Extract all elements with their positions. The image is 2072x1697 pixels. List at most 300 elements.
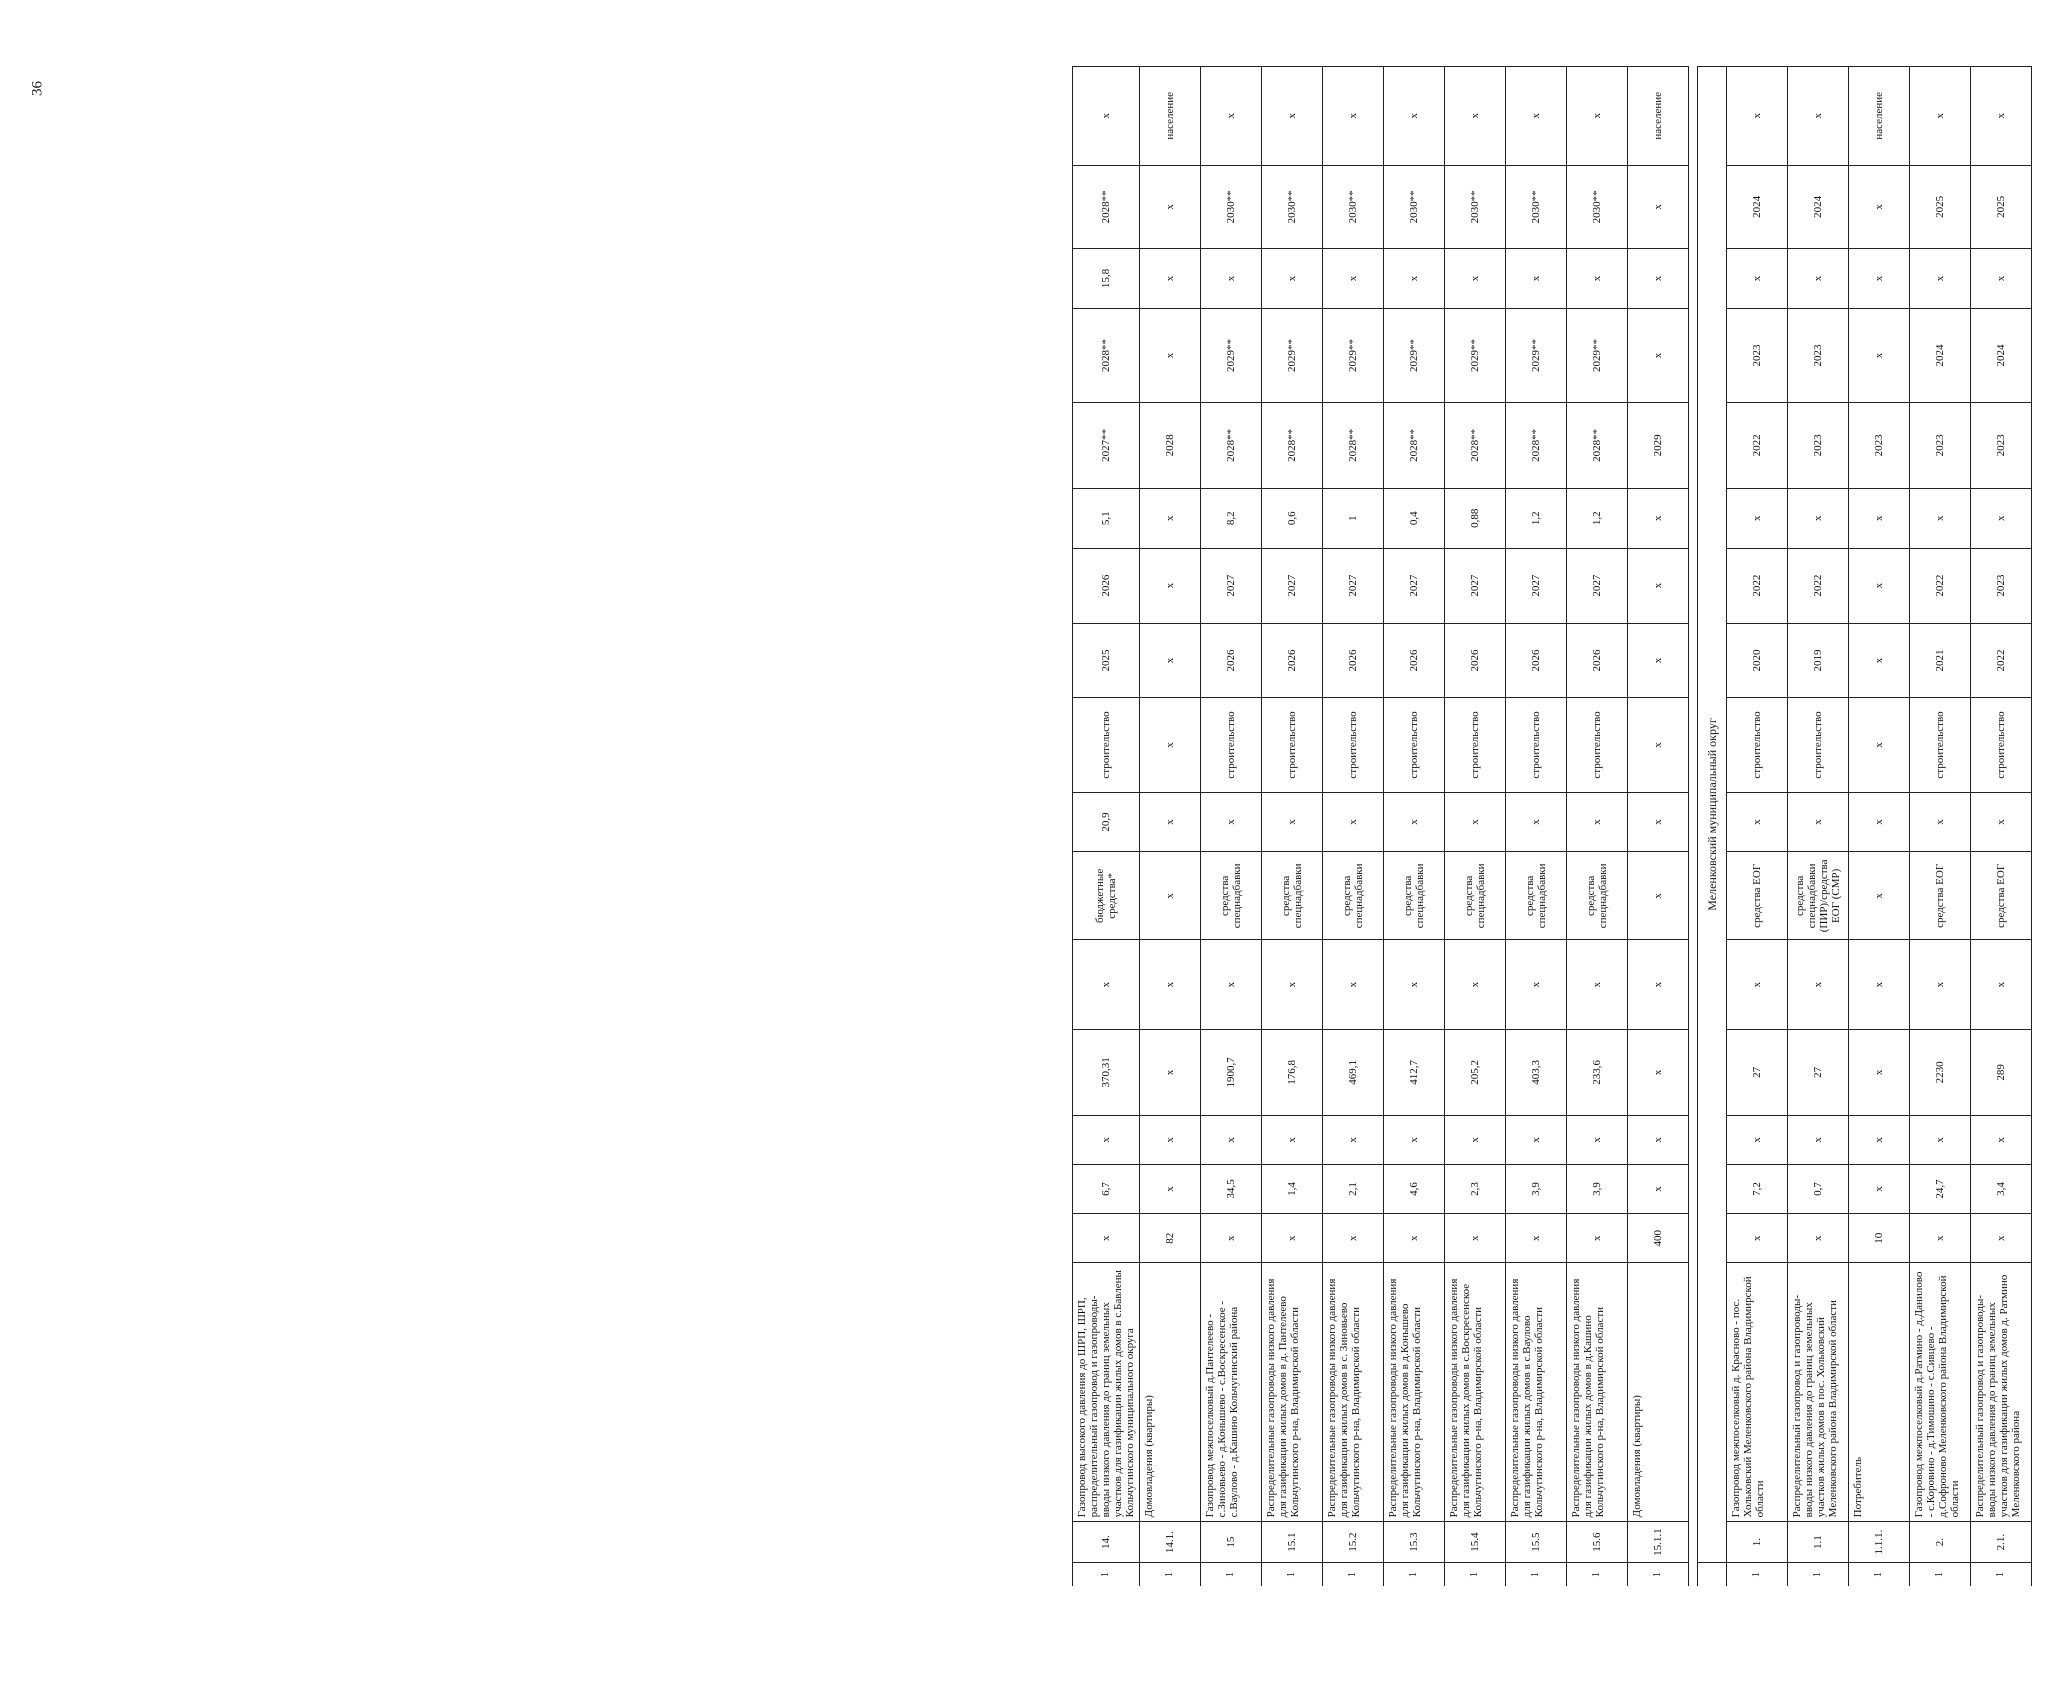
cell-c18: 2030** [1445, 165, 1506, 248]
cell-c17: х [1323, 249, 1384, 309]
cell-c16: 2029** [1506, 308, 1567, 402]
cell-c12: х [1849, 623, 1910, 698]
cell-c12: 2026 [1262, 623, 1323, 698]
cell-c10: х [1506, 792, 1567, 852]
cell-c11: строительство [1971, 698, 2032, 792]
cell-c9: средства спецнадбавки [1201, 852, 1262, 940]
cell-c14: х [1628, 488, 1689, 548]
cell-c8: х [1567, 940, 1628, 1030]
row-marker: 1 [1506, 1562, 1567, 1586]
cell-c5: 3,4 [1971, 1164, 2032, 1213]
cell-c4: х [1567, 1214, 1628, 1263]
cell-c11: х [1849, 698, 1910, 792]
cell-c16: 2023 [1788, 308, 1849, 402]
row-marker: 1 [1323, 1562, 1384, 1586]
cell-desc: Распределительные газопроводы низкого давления для газификации жилых домов в с.Воскресенское Кольчугинского р-на, Владимирской области [1445, 1263, 1506, 1522]
cell-c7: 469,1 [1323, 1030, 1384, 1116]
cell-c19: х [1727, 67, 1788, 166]
cell-c6: х [1506, 1115, 1567, 1164]
cell-c10: х [1140, 792, 1201, 852]
cell-c4: х [1262, 1214, 1323, 1263]
cell-c10: х [1910, 792, 1971, 852]
table-row [1567, 67, 1628, 1587]
table-row [1727, 67, 1788, 1587]
row-marker: 1 [1910, 1562, 1971, 1586]
cell-c14: 5,1 [1073, 488, 1140, 548]
cell-desc: Распределительные газопроводы низкого давления для газификации жилых домов в д.Конышево Кольчугинского р-на, Владимирской области [1384, 1263, 1445, 1522]
cell-c18: х [1628, 165, 1689, 248]
cell-c16: х [1140, 308, 1201, 402]
rotated-table-wrapper [1072, 66, 2072, 1586]
cell-c5: 24,7 [1910, 1164, 1971, 1213]
cell-c16: 2023 [1727, 308, 1788, 402]
cell-c11: строительство [1788, 698, 1849, 792]
cell-c19: х [1506, 67, 1567, 166]
cell-c13: 2027 [1201, 548, 1262, 623]
cell-c4: 82 [1140, 1214, 1201, 1263]
cell-c18: 2030** [1506, 165, 1567, 248]
cell-num: 15.2 [1323, 1522, 1384, 1563]
cell-c8: х [1384, 940, 1445, 1030]
cell-c16: х [1849, 308, 1910, 402]
cell-c8: х [1788, 940, 1849, 1030]
table-row [1628, 67, 1689, 1587]
cell-c12: 2026 [1201, 623, 1262, 698]
cell-c13: 2027 [1384, 548, 1445, 623]
cell-num: 1. [1727, 1522, 1788, 1563]
cell-c8: х [1506, 940, 1567, 1030]
cell-c10: х [1849, 792, 1910, 852]
cell-c4: 400 [1628, 1214, 1689, 1263]
cell-c17: х [1445, 249, 1506, 309]
cell-c13: 2027 [1445, 548, 1506, 623]
cell-c10: х [1201, 792, 1262, 852]
cell-c9: средства спецнадбавки [1323, 852, 1384, 940]
cell-c12: 2026 [1506, 623, 1567, 698]
cell-c11: строительство [1910, 698, 1971, 792]
cell-c14: х [1910, 488, 1971, 548]
cell-c15: 2023 [1849, 403, 1910, 489]
row-marker: 1 [1727, 1562, 1788, 1586]
cell-c13: 2023 [1971, 548, 2032, 623]
cell-c11: строительство [1262, 698, 1323, 792]
cell-c9: х [1140, 852, 1201, 940]
cell-c17: х [1910, 249, 1971, 309]
cell-c16: 2029** [1567, 308, 1628, 402]
cell-c7: х [1140, 1030, 1201, 1116]
gasification-table [1072, 66, 2032, 1586]
cell-num: 14. [1073, 1522, 1140, 1563]
cell-c13: 2026 [1073, 548, 1140, 623]
cell-c14: 0,4 [1384, 488, 1445, 548]
cell-c18: 2025 [1910, 165, 1971, 248]
cell-c19: х [1201, 67, 1262, 166]
cell-c19: х [1323, 67, 1384, 166]
row-marker: 1 [1445, 1562, 1506, 1586]
cell-c7: 176,8 [1262, 1030, 1323, 1116]
cell-c17: х [1201, 249, 1262, 309]
cell-c6: х [1567, 1115, 1628, 1164]
cell-c12: х [1628, 623, 1689, 698]
cell-c8: х [1073, 940, 1140, 1030]
cell-c14: 8,2 [1201, 488, 1262, 548]
cell-desc: Домовладения (квартиры) [1628, 1263, 1689, 1522]
cell-c14: х [1788, 488, 1849, 548]
cell-c17: 15,8 [1073, 249, 1140, 309]
cell-c10: х [1788, 792, 1849, 852]
cell-c15: 2028** [1384, 403, 1445, 489]
cell-c8: х [1727, 940, 1788, 1030]
row-marker: 1 [1201, 1562, 1262, 1586]
cell-c9: средства спецнадбавки [1506, 852, 1567, 940]
table-row [1445, 67, 1506, 1587]
cell-c13: 2027 [1262, 548, 1323, 623]
cell-c6: х [1971, 1115, 2032, 1164]
cell-c11: строительство [1445, 698, 1506, 792]
cell-c18: 2030** [1262, 165, 1323, 248]
row-marker: 1 [1073, 1562, 1140, 1586]
cell-num: 15.6 [1567, 1522, 1628, 1563]
cell-desc: Распределительные газопроводы низкого давления для газификации жилых домов в д. Пантелеево Кольчугинского р-на, Владимирской области [1262, 1263, 1323, 1522]
cell-c5: 34,5 [1201, 1164, 1262, 1213]
separator-cell [1689, 67, 1698, 1563]
cell-c19: х [1445, 67, 1506, 166]
cell-c11: строительство [1506, 698, 1567, 792]
cell-desc: Распределительный газопровод и газопроводы-вводы низкого давления до границ земельных участков жилых домов в пос. Хольковский Меленковского района Владимирской области [1788, 1263, 1849, 1522]
separator-cell [1689, 1562, 1698, 1586]
cell-c14: 0,6 [1262, 488, 1323, 548]
cell-c18: 2030** [1384, 165, 1445, 248]
cell-c4: 10 [1849, 1214, 1910, 1263]
cell-c8: х [1971, 940, 2032, 1030]
cell-c15: 2028** [1201, 403, 1262, 489]
cell-desc: Газопровод межпоселковый д. Красново - пос. Хольковский Меленковского района Владимирской области [1727, 1263, 1788, 1522]
cell-c5: 2,3 [1445, 1164, 1506, 1213]
cell-c17: х [1849, 249, 1910, 309]
cell-c14: 1,2 [1506, 488, 1567, 548]
table-row [1971, 67, 2032, 1587]
cell-c4: х [1073, 1214, 1140, 1263]
cell-c7: 27 [1727, 1030, 1788, 1116]
cell-c19: х [1788, 67, 1849, 166]
cell-c14: 1 [1323, 488, 1384, 548]
cell-c19: х [1910, 67, 1971, 166]
table-row [1788, 67, 1849, 1587]
cell-num: 2. [1910, 1522, 1971, 1563]
outer-cell [1698, 1562, 1727, 1586]
cell-c7: 1900,7 [1201, 1030, 1262, 1116]
cell-c10: х [1384, 792, 1445, 852]
cell-c16: 2029** [1445, 308, 1506, 402]
cell-c5: 1,4 [1262, 1164, 1323, 1213]
cell-c16: 2029** [1323, 308, 1384, 402]
cell-c11: строительство [1727, 698, 1788, 792]
cell-c9: средства спецнадбавки [1567, 852, 1628, 940]
cell-c6: х [1727, 1115, 1788, 1164]
cell-c5: х [1628, 1164, 1689, 1213]
cell-c7: 289 [1971, 1030, 2032, 1116]
cell-c13: 2022 [1788, 548, 1849, 623]
cell-c18: 2030** [1567, 165, 1628, 248]
table-row [1323, 67, 1384, 1587]
cell-c6: х [1262, 1115, 1323, 1164]
cell-c15: 2028** [1323, 403, 1384, 489]
cell-c7: 233,6 [1567, 1030, 1628, 1116]
cell-c11: строительство [1323, 698, 1384, 792]
cell-num: 1.1 [1788, 1522, 1849, 1563]
cell-c18: 2028** [1073, 165, 1140, 248]
cell-c17: х [1788, 249, 1849, 309]
cell-c7: 2230 [1910, 1030, 1971, 1116]
cell-c18: 2024 [1788, 165, 1849, 248]
cell-c4: х [1445, 1214, 1506, 1263]
section-title: Меленковский муниципальный округ [1698, 67, 1727, 1563]
row-marker: 1 [1971, 1562, 2032, 1586]
table-row [1262, 67, 1323, 1587]
cell-c19: х [1384, 67, 1445, 166]
table-row [1073, 67, 1140, 1587]
cell-c18: х [1849, 165, 1910, 248]
cell-c15: 2028** [1506, 403, 1567, 489]
cell-c11: х [1140, 698, 1201, 792]
cell-c15: 2022 [1727, 403, 1788, 489]
cell-c5: 2,1 [1323, 1164, 1384, 1213]
row-marker: 1 [1140, 1562, 1201, 1586]
cell-c11: строительство [1073, 698, 1140, 792]
cell-c9: средства спецнадбавки (ПИР)/средства ЕОГ (СМР) [1788, 852, 1849, 940]
cell-c4: х [1201, 1214, 1262, 1263]
cell-c12: 2025 [1073, 623, 1140, 698]
cell-c11: строительство [1384, 698, 1445, 792]
cell-c13: 2027 [1323, 548, 1384, 623]
cell-num: 15.1.1 [1628, 1522, 1689, 1563]
cell-c12: 2020 [1727, 623, 1788, 698]
cell-c13: 2027 [1506, 548, 1567, 623]
cell-c4: х [1384, 1214, 1445, 1263]
cell-c8: х [1262, 940, 1323, 1030]
cell-num: 15 [1201, 1522, 1262, 1563]
cell-c10: х [1567, 792, 1628, 852]
cell-c5: х [1140, 1164, 1201, 1213]
cell-num: 15.1 [1262, 1522, 1323, 1563]
cell-c12: 2026 [1384, 623, 1445, 698]
cell-c16: 2029** [1384, 308, 1445, 402]
cell-c15: 2023 [1788, 403, 1849, 489]
cell-c15: 2028** [1445, 403, 1506, 489]
table-body-top [1073, 67, 1689, 1587]
cell-c10: х [1323, 792, 1384, 852]
cell-c11: х [1628, 698, 1689, 792]
page-number: 36 [29, 81, 46, 96]
cell-c9: средства ЕОГ [1971, 852, 2032, 940]
cell-num: 2.1. [1971, 1522, 2032, 1563]
cell-c9: х [1628, 852, 1689, 940]
cell-c10: х [1727, 792, 1788, 852]
cell-c11: строительство [1567, 698, 1628, 792]
cell-c13: 2022 [1910, 548, 1971, 623]
cell-num: 15.5 [1506, 1522, 1567, 1563]
row-marker: 1 [1849, 1562, 1910, 1586]
cell-c5: 3,9 [1567, 1164, 1628, 1213]
cell-c9: бюджетные средства* [1073, 852, 1140, 940]
cell-c6: х [1445, 1115, 1506, 1164]
cell-num: 15.3 [1384, 1522, 1445, 1563]
cell-c9: х [1849, 852, 1910, 940]
cell-c19: х [1971, 67, 2032, 166]
cell-c15: 2023 [1971, 403, 2032, 489]
cell-c12: х [1140, 623, 1201, 698]
table-row [1849, 67, 1910, 1587]
cell-c8: х [1323, 940, 1384, 1030]
cell-c13: х [1140, 548, 1201, 623]
cell-c13: 2027 [1567, 548, 1628, 623]
cell-c6: х [1073, 1115, 1140, 1164]
cell-c15: 2028 [1140, 403, 1201, 489]
cell-c14: х [1849, 488, 1910, 548]
cell-c6: х [1849, 1115, 1910, 1164]
cell-num: 14.1. [1140, 1522, 1201, 1563]
cell-num: 1.1.1. [1849, 1522, 1910, 1563]
cell-desc: Газопровод межпоселковый д.Пантелеево - с.Зиновьево - д.Конышево - с.Воскресенское - с.Вауловo - д.Кашино Кольчугинский района [1201, 1263, 1262, 1522]
cell-c8: х [1910, 940, 1971, 1030]
row-marker: 1 [1788, 1562, 1849, 1586]
cell-c14: х [1727, 488, 1788, 548]
cell-c15: 2023 [1910, 403, 1971, 489]
row-marker: 1 [1628, 1562, 1689, 1586]
row-marker: 1 [1262, 1562, 1323, 1586]
cell-c8: х [1628, 940, 1689, 1030]
cell-c15: 2029 [1628, 403, 1689, 489]
cell-c19: х [1262, 67, 1323, 166]
cell-c18: 2030** [1201, 165, 1262, 248]
cell-c6: х [1788, 1115, 1849, 1164]
cell-c5: 6,7 [1073, 1164, 1140, 1213]
cell-c9: средства спецнадбавки [1384, 852, 1445, 940]
cell-c7: х [1849, 1030, 1910, 1116]
cell-c17: х [1384, 249, 1445, 309]
cell-c16: 2029** [1201, 308, 1262, 402]
cell-c10: х [1971, 792, 2032, 852]
cell-c13: 2022 [1727, 548, 1788, 623]
row-marker: 1 [1567, 1562, 1628, 1586]
cell-c4: х [1788, 1214, 1849, 1263]
cell-c8: х [1140, 940, 1201, 1030]
cell-c19: х [1073, 67, 1140, 166]
cell-c13: х [1628, 548, 1689, 623]
cell-c12: 2026 [1567, 623, 1628, 698]
cell-c14: 0,88 [1445, 488, 1506, 548]
section-header [1689, 67, 1727, 1587]
cell-c17: х [1262, 249, 1323, 309]
cell-c16: 2029** [1262, 308, 1323, 402]
cell-c5: 3,9 [1506, 1164, 1567, 1213]
cell-desc: Распределительный газопровод и газопроводы-вводы низкого давления до границ земельных участков для газификации жилых домов д. Ратмино Меленковского района [1971, 1263, 2032, 1522]
cell-desc: Распределительные газопроводы низкого давления для газификации жилых домов в с.Вауловo Кольчугинского р-на, Владимирской области [1506, 1263, 1567, 1522]
cell-c13: х [1849, 548, 1910, 623]
cell-c4: х [1727, 1214, 1788, 1263]
cell-c18: х [1140, 165, 1201, 248]
cell-c14: х [1971, 488, 2032, 548]
cell-c6: х [1628, 1115, 1689, 1164]
cell-c19: население [1849, 67, 1910, 166]
cell-c19: х [1567, 67, 1628, 166]
cell-c6: х [1384, 1115, 1445, 1164]
cell-c17: х [1727, 249, 1788, 309]
cell-c19: население [1140, 67, 1201, 166]
cell-c5: 7,2 [1727, 1164, 1788, 1213]
cell-num: 15.4 [1445, 1522, 1506, 1563]
cell-c14: х [1140, 488, 1201, 548]
cell-c7: 403,3 [1506, 1030, 1567, 1116]
cell-c10: х [1628, 792, 1689, 852]
cell-desc: Газопровод межпоселковый д.Ратмино - д.Данилово - с.Коровино - д.Тимошино - с.Сивцево - д.Софроново Меленковского района Владимирской области [1910, 1263, 1971, 1522]
cell-c16: х [1628, 308, 1689, 402]
cell-c12: 2026 [1445, 623, 1506, 698]
table-row [1910, 67, 1971, 1587]
cell-c8: х [1445, 940, 1506, 1030]
cell-c4: х [1971, 1214, 2032, 1263]
cell-c18: 2024 [1727, 165, 1788, 248]
row-marker: 1 [1384, 1562, 1445, 1586]
cell-c4: х [1506, 1214, 1567, 1263]
cell-c15: 2028** [1567, 403, 1628, 489]
cell-c17: х [1628, 249, 1689, 309]
table-row [1384, 67, 1445, 1587]
cell-c9: средства ЕОГ [1727, 852, 1788, 940]
cell-c9: средства ЕОГ [1910, 852, 1971, 940]
cell-c7: 205,2 [1445, 1030, 1506, 1116]
cell-c4: х [1323, 1214, 1384, 1263]
cell-c12: 2021 [1910, 623, 1971, 698]
cell-c15: 2027** [1073, 403, 1140, 489]
cell-c6: х [1201, 1115, 1262, 1164]
cell-c17: х [1567, 249, 1628, 309]
cell-c4: х [1910, 1214, 1971, 1263]
cell-c16: 2028** [1073, 308, 1140, 402]
table-body-bottom [1727, 67, 2032, 1587]
cell-c7: 370,31 [1073, 1030, 1140, 1116]
cell-c9: средства спецнадбавки [1445, 852, 1506, 940]
cell-c18: 2025 [1971, 165, 2032, 248]
table-row [1506, 67, 1567, 1587]
cell-c16: 2024 [1971, 308, 2032, 402]
cell-c6: х [1140, 1115, 1201, 1164]
cell-c7: 412,7 [1384, 1030, 1445, 1116]
cell-c10: х [1445, 792, 1506, 852]
cell-c17: х [1506, 249, 1567, 309]
cell-c18: 2030** [1323, 165, 1384, 248]
table-row [1140, 67, 1201, 1587]
cell-desc: Газопровод высокого давления до ШРП, ШРП, распределительный газопровод и газопроводы-вводы низкого давления до границ земельных участков для газификации жилых домов в с.Бавлены Кольчугинского муниципального округа [1073, 1263, 1140, 1522]
cell-c14: 1,2 [1567, 488, 1628, 548]
cell-c15: 2028** [1262, 403, 1323, 489]
cell-c10: х [1262, 792, 1323, 852]
cell-c6: х [1323, 1115, 1384, 1164]
cell-desc: Потребитель [1849, 1263, 1910, 1522]
cell-c12: 2019 [1788, 623, 1849, 698]
cell-c17: х [1971, 249, 2032, 309]
cell-c16: 2024 [1910, 308, 1971, 402]
cell-desc: Распределительные газопроводы низкого давления для газификации жилых домов в д.Кашино Кольчугинского р-на, Владимирской области [1567, 1263, 1628, 1522]
cell-c12: 2026 [1323, 623, 1384, 698]
cell-desc: Распределительные газопроводы низкого давления для газификации жилых домов в с. Зиновьево Кольчугинского р-на, Владимирской области [1323, 1263, 1384, 1522]
cell-c10: 20,9 [1073, 792, 1140, 852]
cell-c5: 4,6 [1384, 1164, 1445, 1213]
cell-c11: строительство [1201, 698, 1262, 792]
cell-c19: население [1628, 67, 1689, 166]
cell-desc: Домовладения (квартиры) [1140, 1263, 1201, 1522]
cell-c12: 2022 [1971, 623, 2032, 698]
